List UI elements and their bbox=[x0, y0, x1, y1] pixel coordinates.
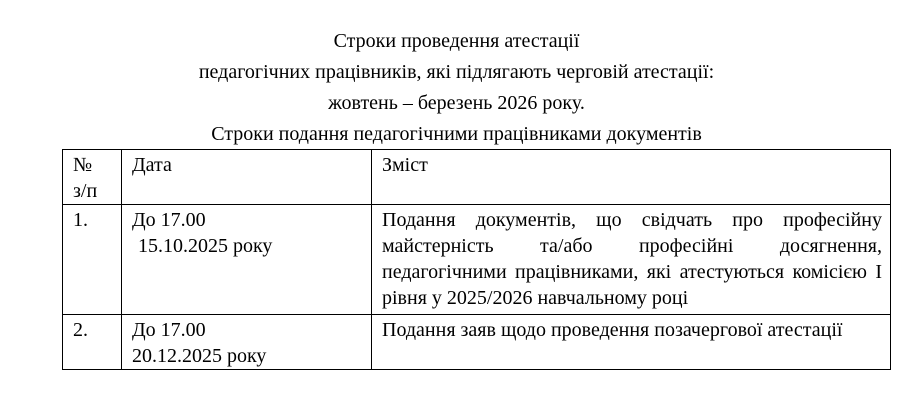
row-date-value: 15.10.2025 року bbox=[138, 235, 273, 257]
header-number-symbol: № bbox=[73, 154, 93, 176]
deadlines-table bbox=[62, 149, 891, 370]
heading-line-2: педагогічних працівників, які підлягають черговій атестації: bbox=[198, 61, 715, 83]
row-date-value: 20.12.2025 року bbox=[132, 345, 267, 367]
table-row bbox=[63, 315, 891, 370]
header-number-cell bbox=[63, 150, 122, 205]
row-date-cell bbox=[122, 205, 372, 315]
heading-line-3: жовтень – березень 2026 року. bbox=[328, 92, 585, 114]
header-number-abbrev: з/п bbox=[73, 180, 98, 202]
row-date-time: До 17.00 bbox=[132, 319, 206, 341]
header-content-cell: Зміст bbox=[372, 150, 891, 205]
table-row bbox=[63, 205, 891, 315]
table-caption: Строки подання педагогічними працівниками документів bbox=[211, 123, 702, 145]
row-number-cell: 1. bbox=[63, 205, 122, 315]
table-header-row bbox=[63, 150, 891, 205]
row-date-time: До 17.00 bbox=[132, 209, 206, 231]
header-date-cell: Дата bbox=[122, 150, 372, 205]
row-content-cell: Подання документів, що свідчать про професійну майстерність та/або професійні досягнення, педагогічними працівниками, які атестуються комісією І рівня у 2025/2026 навчальному році bbox=[372, 205, 891, 315]
row-content-cell: Подання заяв щодо проведення позачергової атестації bbox=[372, 315, 891, 370]
row-date-cell bbox=[122, 315, 372, 370]
heading-line-1: Строки проведення атестації bbox=[333, 30, 580, 52]
row-number-cell: 2. bbox=[63, 315, 122, 370]
